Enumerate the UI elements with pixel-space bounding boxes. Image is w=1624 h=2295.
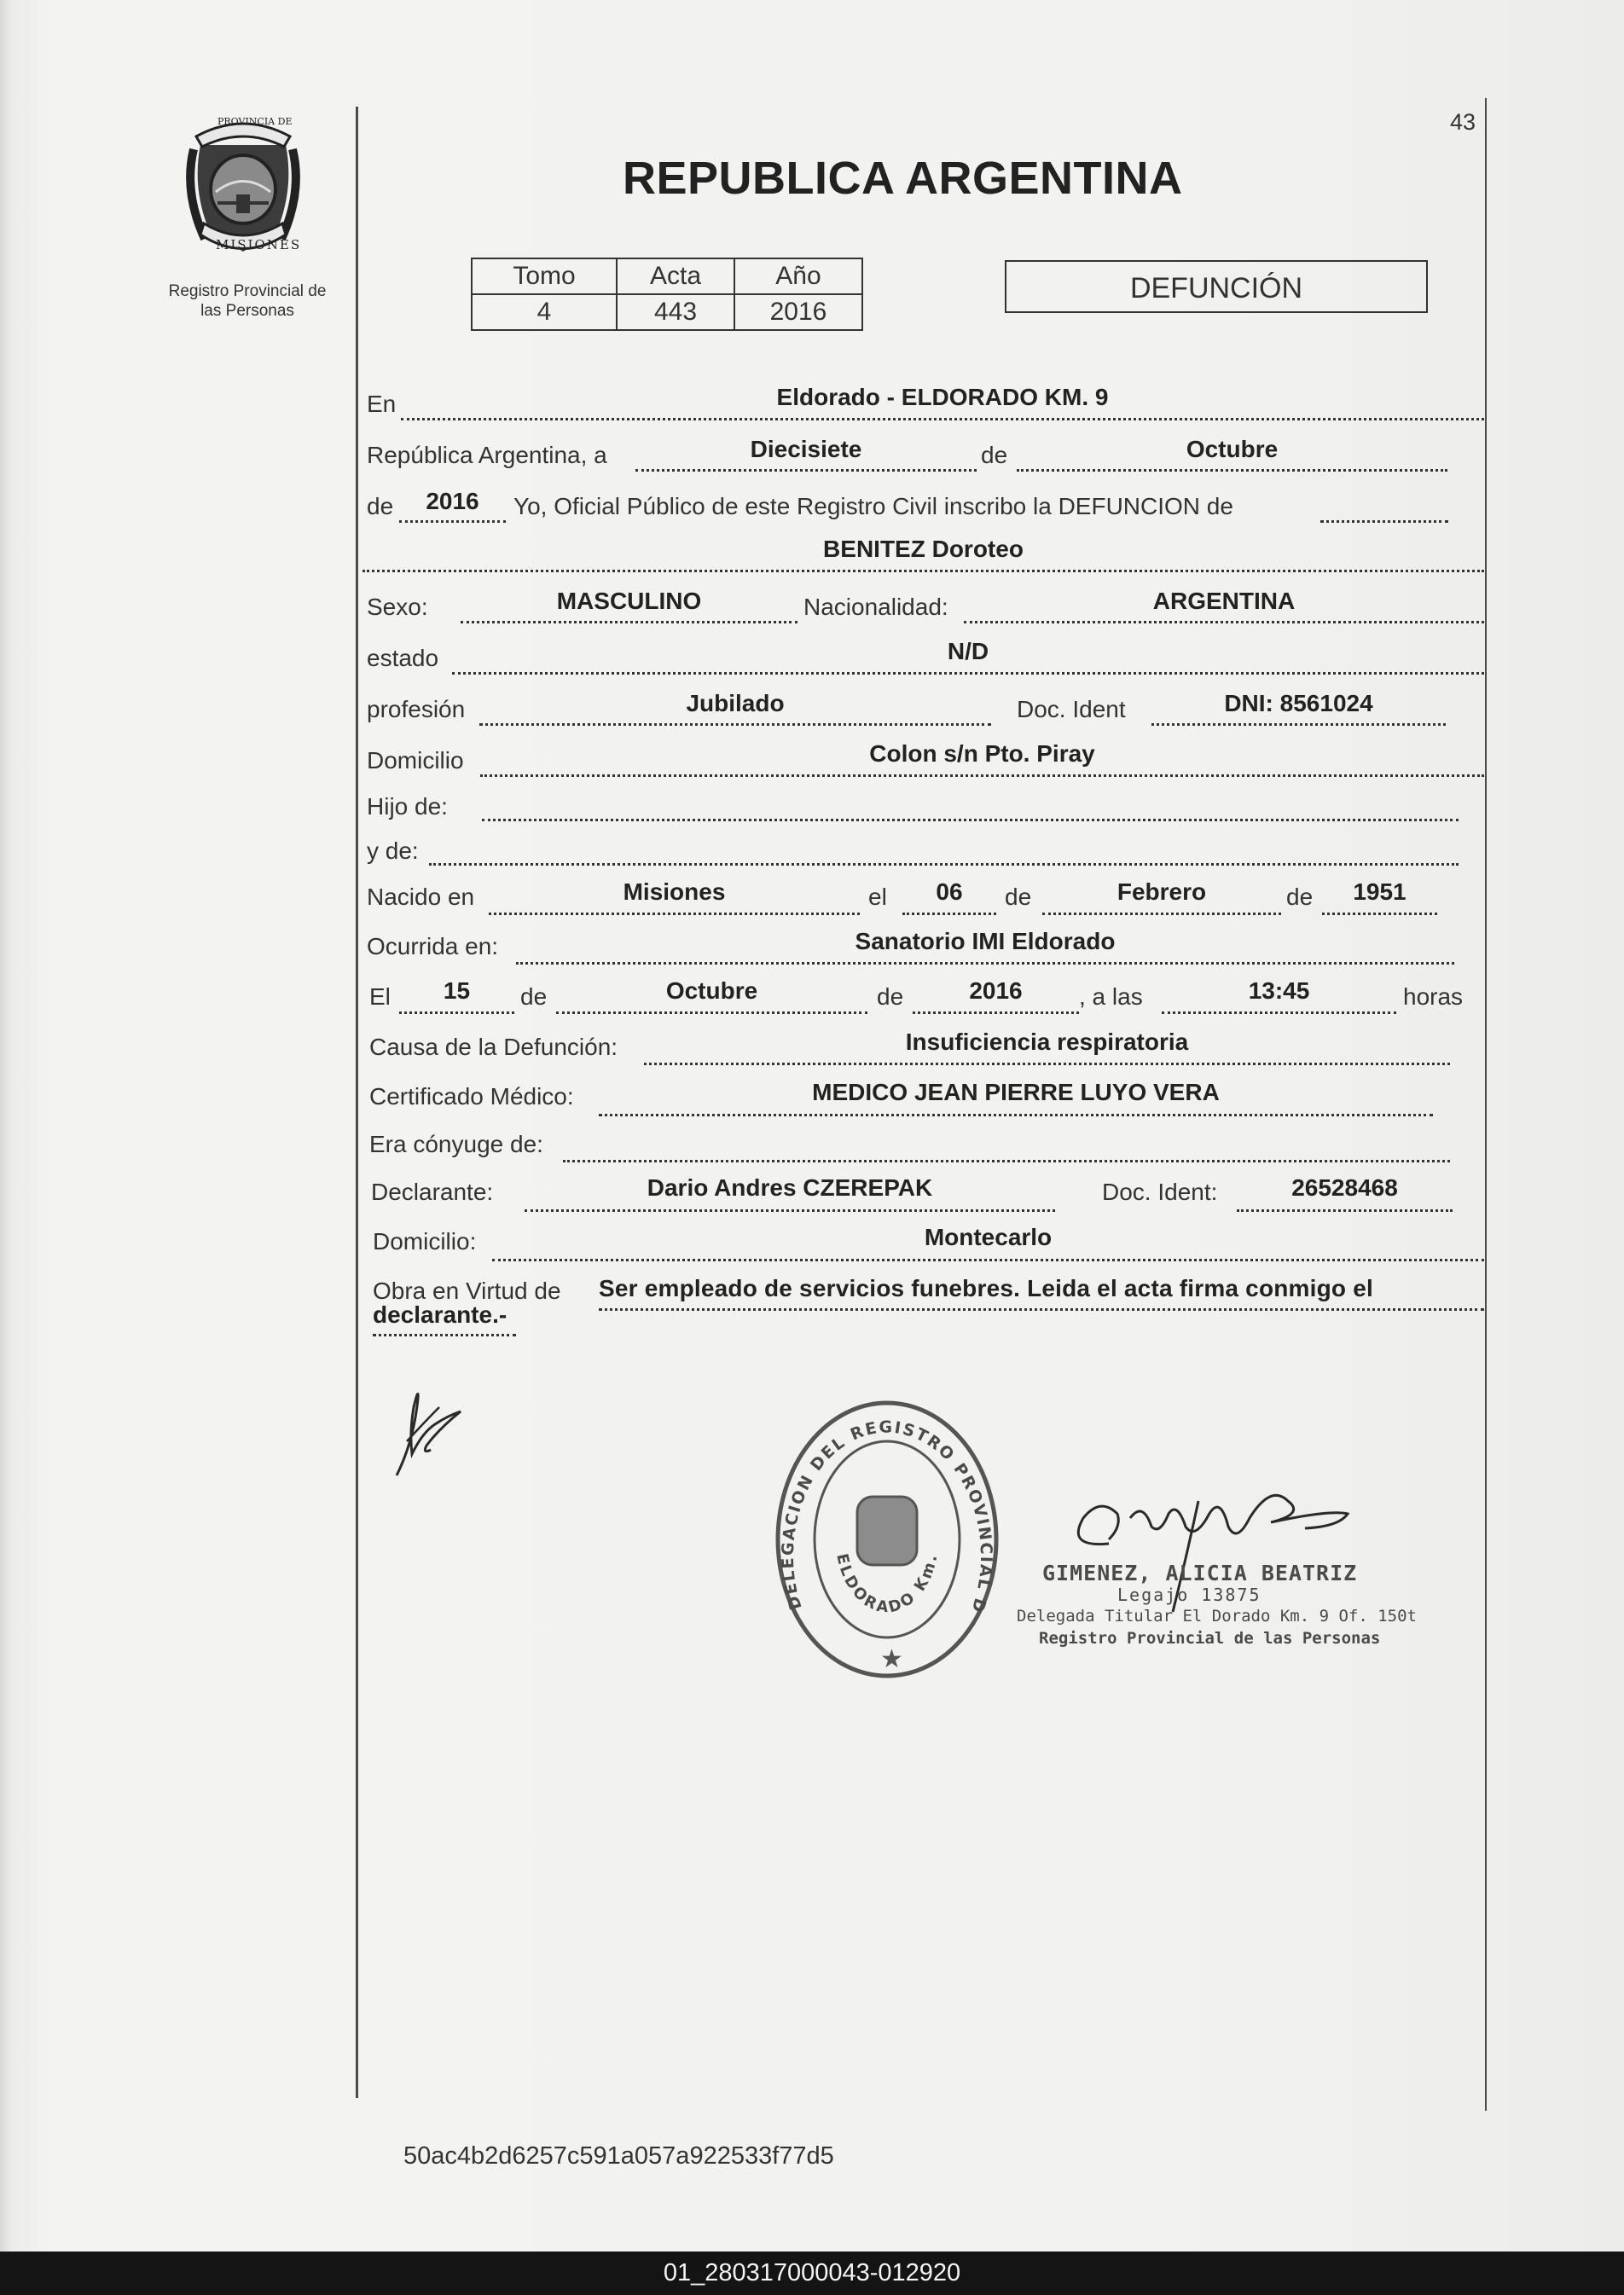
line-year [399,520,506,523]
line-hijo [482,819,1459,821]
declarante-signature [388,1382,473,1484]
line-death-day [399,1011,514,1014]
label-ocurrida: Ocurrida en: [367,933,499,959]
value-nacionalidad: ARGENTINA [1152,588,1296,614]
label-alas: , a las [1079,983,1143,1010]
label-nacionalidad: Nacionalidad: [803,594,948,620]
value-place: Eldorado - ELDORADO KM. 9 [776,384,1109,410]
label-sexo: Sexo: [367,594,428,620]
value-sexo: MASCULINO [556,588,702,614]
line-profesion [479,723,991,726]
line-conyuge [563,1160,1450,1162]
left-margin-rule [356,107,358,2098]
line-deceased [362,570,1484,572]
label-de5: de [520,983,548,1010]
label-obra: Obra en Virtud de [373,1278,561,1304]
line-declarante-doc [1237,1209,1453,1212]
org-label-line2: las Personas [200,302,294,320]
record-type-box: DEFUNCIÓN [1005,260,1428,313]
value-birth-month: Febrero [1116,878,1207,905]
org-label [145,281,350,321]
line-death-time [1162,1011,1396,1014]
value-domicilio: Colon s/n Pto. Piray [869,740,1095,767]
document-title: REPUBLICA ARGENTINA [623,153,1183,204]
register-table [471,258,863,331]
register-value-acta: 443 [617,294,734,330]
line-day [635,469,977,472]
value-day-text: Diecisiete [750,436,862,462]
label-republica: República Argentina, a [367,442,607,468]
label-de4: de [1286,884,1314,910]
province-crest-logo [175,111,311,264]
line-causa [644,1063,1450,1065]
seal-outer-text: DELEGACION DEL REGISTRO PROVINCIAL D [778,1417,996,1616]
line-doc [1151,723,1446,726]
official-seal-stamp [768,1394,1006,1689]
value-obra-line2: declarante.- [373,1301,508,1328]
line-death-year [913,1011,1079,1014]
line-yde [429,863,1459,866]
line-domicilio2 [492,1259,1484,1261]
line-place [401,418,1484,420]
register-header-tomo: Tomo [472,258,617,294]
footer-code: 01_280317000043-012920 [663,2259,961,2286]
line-death-month [556,1011,867,1014]
value-obra-line1: Ser empleado de servicios funebres. Leida el acta firma conmigo el [599,1275,1373,1301]
value-death-day: 15 [443,977,471,1004]
label-doc: Doc. Ident [1017,696,1126,722]
crest-text-bottom: MISIONES [216,237,302,252]
label-conyuge: Era cónyuge de: [369,1131,543,1157]
label-domicilio: Domicilio [367,747,464,774]
label-nacido: Nacido en [367,884,475,910]
value-declarante: Dario Andres CZEREPAK [647,1174,933,1201]
right-margin-rule [1485,98,1487,2111]
value-profesion: Jubilado [686,690,785,716]
register-header-ano: Año [734,258,862,294]
label-yde: y de: [367,837,419,864]
line-declarante [525,1209,1055,1212]
label-certificado: Certificado Médico: [369,1083,574,1110]
value-month-text: Octubre [1186,436,1279,462]
line-estado [452,672,1484,675]
register-header-acta: Acta [617,258,734,294]
line-domicilio [480,774,1484,777]
line-yo-tail [1320,520,1448,523]
label-profesion: profesión [367,696,466,722]
register-value-ano: 2016 [734,294,862,330]
value-doc: DNI: 8561024 [1224,690,1373,716]
value-certificado: MEDICO JEAN PIERRE LUYO VERA [812,1079,1220,1105]
label-yo: Yo, Oficial Público de este Registro Civil inscribo la DEFUNCION de [513,493,1233,519]
label-el2: El [369,983,391,1010]
org-label-line1: Registro Provincial de [168,282,327,300]
register-value-tomo: 4 [472,294,617,330]
line-sexo [461,621,798,623]
label-de3: de [1005,884,1032,910]
label-causa: Causa de la Defunción: [369,1034,618,1060]
value-birth-day: 06 [936,878,963,905]
line-birth-month [1042,913,1281,915]
value-declarante-doc: 26528468 [1291,1174,1398,1201]
label-de: de [981,442,1008,468]
page-edge [0,0,12,2252]
register-header-row [472,258,862,294]
official-name: GIMENEZ, ALICIA BEATRIZ [1042,1561,1358,1585]
line-birth-year [1322,913,1437,915]
svg-text:★: ★ [880,1645,903,1673]
official-org: Registro Provincial de las Personas [1039,1629,1381,1648]
value-domicilio2: Montecarlo [924,1224,1053,1250]
label-hijo: Hijo de: [367,793,448,820]
label-el: el [868,884,887,910]
label-declarante: Declarante: [371,1179,494,1205]
value-deceased-name: BENITEZ Doroteo [823,536,1024,562]
value-death-year: 2016 [969,977,1023,1004]
label-horas: horas [1403,983,1464,1010]
value-death-month: Octubre [665,977,758,1004]
line-obra-2 [373,1334,516,1336]
line-month [1017,469,1447,472]
line-nacido [489,913,860,915]
crest-text-top: PROVINCIA DE [218,116,293,127]
value-nacido-en: Misiones [623,878,726,905]
line-obra-1 [599,1308,1484,1311]
line-ocurrida [516,962,1454,965]
value-year: 2016 [426,488,479,514]
document-hash: 50ac4b2d6257c591a057a922533f77d5 [403,2142,834,2170]
label-de2: de [367,493,394,519]
label-estado: estado [367,645,439,671]
label-doc2: Doc. Ident: [1102,1179,1218,1205]
label-de6: de [877,983,904,1010]
value-causa: Insuficiencia respiratoria [905,1029,1189,1055]
label-en: En [367,391,397,417]
line-certificado [599,1114,1433,1116]
official-legajo: Legajo 13875 [1117,1585,1262,1605]
register-value-row [472,294,862,330]
seal-inner-text: ELDORADO Km. [832,1550,942,1617]
scan-footer-bar [0,2252,1624,2295]
line-birth-day [902,913,996,915]
page-number: 43 [1450,109,1476,135]
official-role: Delegada Titular El Dorado Km. 9 Of. 150t [1017,1607,1417,1626]
value-ocurrida: Sanatorio IMI Eldorado [855,928,1116,954]
value-death-time: 13:45 [1248,977,1310,1004]
line-nacionalidad [964,621,1484,623]
value-estado: N/D [947,638,989,664]
value-birth-year: 1951 [1353,878,1406,905]
label-domicilio2: Domicilio: [373,1228,477,1255]
